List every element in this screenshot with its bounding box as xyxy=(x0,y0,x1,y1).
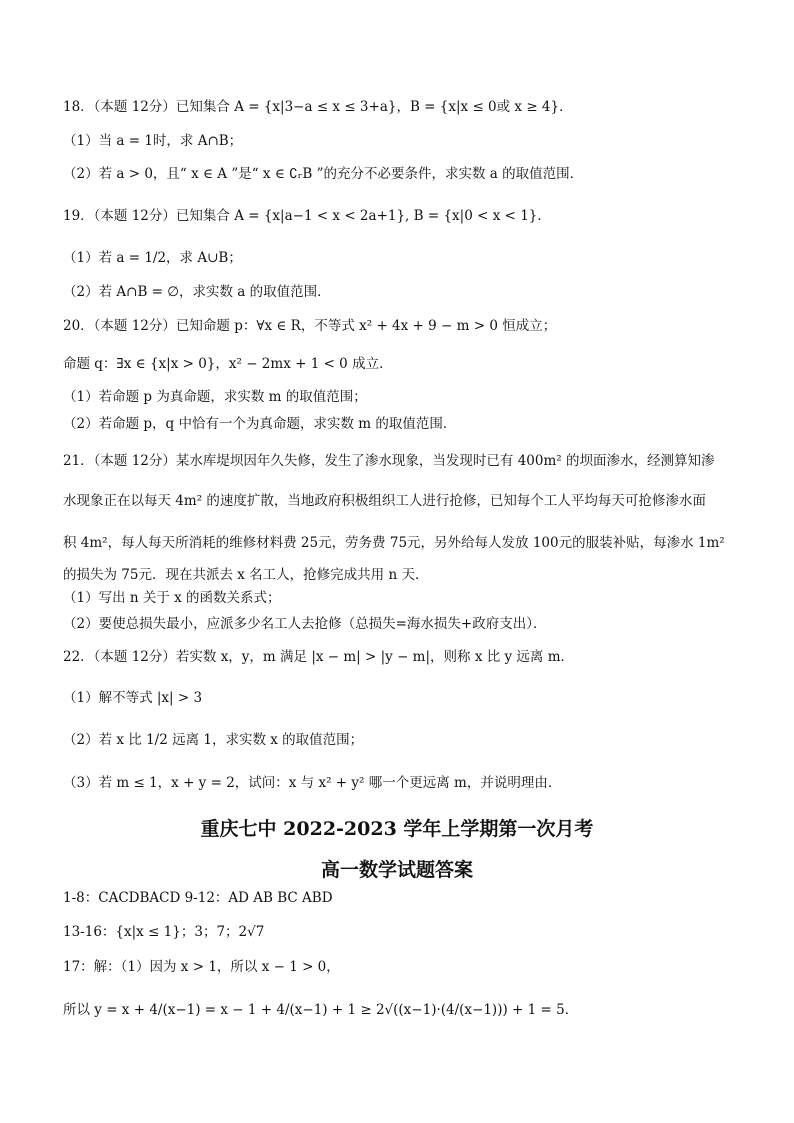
problem-18-part-2: （2）若 a > 0，且“ x ∈ A ”是“ x ∈ ∁ᵣB ”的充分不必要条件，求实数 a 的取值范围． xyxy=(63,166,584,182)
answer-17-step-2: 所以 y = x + 4/(x−1) = x − 1 + 4/(x−1) + 1 ≥ 2√((x−1)·(4/(x−1))) + 1 = 5． xyxy=(63,1002,579,1018)
problem-21-line-1: 21．（本题 12分）某水库堤坝因年久失修，发生了渗水现象，当发现时已有 400m² 的坝面渗水，经测算知渗 xyxy=(63,453,715,469)
problem-19-part-2: （2）若 A∩B = ∅，求实数 a 的取值范围． xyxy=(63,284,331,300)
answer-1-12: 1-8：CACDBACD 9-12：AD AB BC ABD xyxy=(63,890,333,906)
answer-13-16: 13-16：{x|x ≤ 1}；3；7；2√7 xyxy=(63,924,265,940)
problem-19-stem: 19．（本题 12分）已知集合 A = {x|a−1 < x < 2a+1}, B = {x|0 < x < 1}． xyxy=(63,208,551,224)
problem-22-part-1: （1）解不等式 |x| > 3 xyxy=(63,690,203,706)
problem-21-part-1: （1）写出 n 关于 x 的函数关系式； xyxy=(63,590,281,606)
problem-21-line-2: 水现象正在以每天 4m² 的速度扩散，当地政府积极组织工人进行抢修，已知每个工人平均每天可抢修渗水面 xyxy=(63,493,706,509)
problem-19-part-1: （1）若 a = 1/2，求 A∪B； xyxy=(63,250,242,266)
problem-21-line-4: 的损失为 75元．现在共派去 x 名工人，抢修完成共用 n 天． xyxy=(63,567,429,583)
problem-22-part-2: （2）若 x 比 1/2 远离 1，求实数 x 的取值范围； xyxy=(63,732,364,748)
problem-20-part-2: （2）若命题 p，q 中恰有一个为真命题，求实数 m 的取值范围． xyxy=(63,416,457,432)
exam-title: 重庆七中 2022-2023 学年上学期第一次月考 xyxy=(200,818,594,840)
problem-20-part-1: （1）若命题 p 为真命题，求实数 m 的取值范围； xyxy=(63,389,367,405)
problem-21-line-3: 积 4m²，每人每天所消耗的维修材料费 25元，劳务费 75元，另外给每人发放 100元的服装补贴，每渗水 1m² xyxy=(63,535,725,551)
problem-22-stem: 22．（本题 12分）若实数 x，y，m 满足 |x − m| > |y − m|，则称 x 比 y 远离 m． xyxy=(63,649,575,665)
problem-22-part-3: （3）若 m ≤ 1，x + y = 2，试问：x 与 x² + y² 哪一个更远离 m，并说明理由． xyxy=(63,775,562,791)
problem-18-part-1: （1）当 a = 1时，求 A∩B； xyxy=(63,133,243,149)
problem-18-stem: 18．（本题 12分）已知集合 A = {x|3−a ≤ x ≤ 3+a}，B = {x|x ≤ 0或 x ≥ 4}． xyxy=(63,99,573,115)
problem-20-proposition-q: 命题 q：∃x ∈ {x|x > 0}，x² − 2mx + 1 < 0 成立． xyxy=(63,356,393,372)
answer-title: 高一数学试题答案 xyxy=(320,859,473,881)
problem-21-part-2: （2）要使总损失最小，应派多少名工人去抢修（总损失=海水损失+政府支出）． xyxy=(63,616,547,632)
problem-20-stem: 20．（本题 12分）已知命题 p：∀x ∈ R，不等式 x² + 4x + 9 − m > 0 恒成立； xyxy=(63,318,557,334)
answer-17-step-1: 17：解：（1）因为 x > 1，所以 x − 1 > 0， xyxy=(63,959,340,975)
